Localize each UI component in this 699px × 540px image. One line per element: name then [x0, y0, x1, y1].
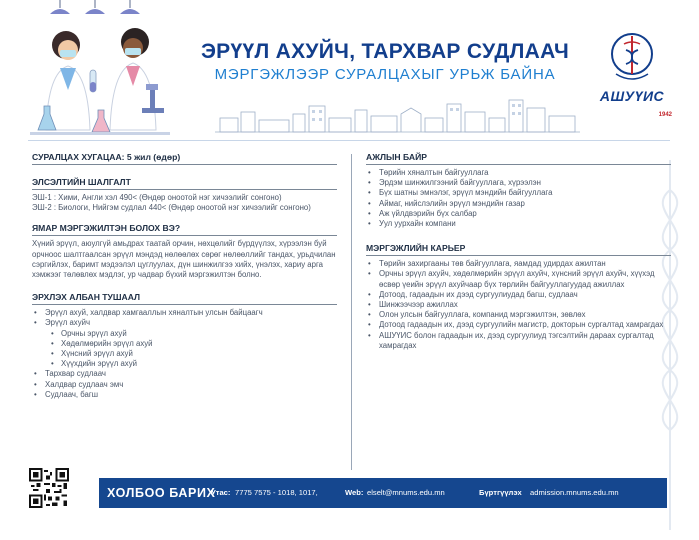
admission-exam-1: ЭШ-1 : Хими, Англи хэл 490< (Өндөр оноотой нэг хичээлийг сонгоно) — [32, 193, 282, 202]
list-item: • Тархвар судлаач — [32, 369, 337, 379]
caduceus-logo-icon — [610, 30, 654, 86]
right-column — [366, 152, 671, 351]
contact-title: ХОЛБОО БАРИХ — [107, 486, 216, 500]
career-heading: МЭРГЭЖЛИЙН КАРЬЕР — [366, 243, 671, 256]
contact-footer — [99, 478, 667, 508]
duration-heading: СУРАЛЦАХ ХУГАЦАА: 5 жил (өдөр) — [32, 152, 337, 165]
list-item: • Хүнсний эрүүл ахуй — [32, 349, 337, 359]
profession-description: Хүний эрүүл, аюулгүй амьдрах таатай орчин, нөхцөлийг бүрдүүлэх, хүрээлэн буй орчноос шалтгаалсан эрүүл мэндэд нөлөөлөх сөрөг нөлөөллийг тандах, урьдчилан сэргийлэх, баримт мэдээлэл цуглуулах, дүн шинжилгээ хийх, үнэлэх, хариу арга хэмжээг төлөвлөх мэдлэг, ур чадвар бүхий мэргэжилтэн болно. — [32, 239, 336, 280]
jobs-list — [366, 168, 671, 229]
column-divider — [351, 154, 352, 470]
logo-year: 1942 — [658, 112, 672, 118]
list-item: • Дотоод гадаадын их, дээд сургуулийн магистр, докторын сургалтад хамрагдах — [366, 320, 671, 330]
email-link[interactable]: elselt@mnums.edu.mn — [367, 488, 445, 497]
list-item: • Төрийн хяналтын байгууллага — [366, 168, 671, 178]
logo-name: АШУҮИС — [599, 88, 665, 104]
list-item: • Төрийн захиргааны төв байгууллага, яамдад удирдах ажилтан — [366, 259, 671, 269]
jobs-heading: АЖЛЫН БАЙР — [366, 152, 671, 165]
list-item: • АШУҮИС болон гадаадын их, дээд сургуулиуд тэгсэлтийн дараах сургалтад хамрагдах — [366, 331, 671, 351]
positions-list — [32, 308, 337, 400]
list-item: • Хүүхдийн эрүүл ахуй — [32, 359, 337, 369]
header-divider — [28, 140, 670, 141]
admission-exam-2: ЭШ-2 : Биологи, Нийгэм судлал 440< (Өндөр оноотой нэг хичээлийг сонгоно) — [32, 203, 311, 213]
admission-heading: ЭЛСЭЛТИЙН ШАЛГАЛТ — [32, 177, 337, 190]
list-item: • Аж үйлдвэрийн бүх салбар — [366, 209, 671, 219]
list-item: • Дотоод, гадаадын их дээд сургуулиудад багш, судлаач — [366, 290, 671, 300]
list-item: • Бүх шатны эмнэлэг, эрүүл мэндийн байгууллага — [366, 188, 671, 198]
list-item: • Эрүүл ахуйч — [32, 318, 337, 328]
register-label: Бүртгүүлэх — [479, 488, 522, 497]
page-subtitle: МЭРГЭЖЛЭЭР СУРАЛЦАХЫГ УРЬЖ БАЙНА — [214, 66, 556, 83]
list-item: • Эрдэм шинжилгээний байгууллага, хүрээлэн — [366, 178, 671, 188]
list-item: • Уул уурхайн компани — [366, 219, 671, 229]
list-item: • Судлаач, багш — [32, 390, 337, 400]
phone-label: Утас: — [211, 488, 231, 497]
city-skyline-icon — [215, 88, 580, 133]
qr-code-icon[interactable] — [29, 468, 69, 508]
left-column — [32, 152, 337, 400]
phone-value: 7775 7575 - 1018, 1017, — [235, 488, 318, 497]
list-item: • Орчны эрүүл ахуй — [32, 329, 337, 339]
page-title: ЭРҮҮЛ АХУЙЧ, ТАРХВАР СУДЛААЧ — [200, 40, 570, 63]
list-item: • Олон улсын байгууллага, компанид мэргэжилтэн, зөвлөх — [366, 310, 671, 320]
university-logo — [592, 30, 672, 126]
list-item: • Орчны эрүүл ахуйч, хөдөлмөрийн эрүүл ахуйч, хүнсний эрүүл ахуйч, хүүхэд өсвөр үеийн эрүүл ахуйчаар бүх төрлийн байгууллагуудад ажиллах — [366, 269, 671, 289]
list-item: • Хөдөлмөрийн эрүүл ахуй — [32, 339, 337, 349]
scientists-illustration — [30, 0, 170, 140]
web-label: Web: — [345, 488, 364, 497]
list-item: • Аймаг, нийслэлийн эрүүл мэндийн газар — [366, 199, 671, 209]
career-list — [366, 259, 671, 351]
list-item: • Шинжээчээр ажиллах — [366, 300, 671, 310]
list-item: • Эрүүл ахуй, халдвар хамгааллын хяналтын улсын байцаагч — [32, 308, 337, 318]
profession-heading: ЯМАР МЭРГЭЖИЛТЭН БОЛОХ ВЭ? — [32, 223, 337, 236]
list-item: • Халдвар судлаач эмч — [32, 380, 337, 390]
positions-heading: ЭРХЛЭХ АЛБАН ТУШААЛ — [32, 292, 337, 305]
register-link[interactable]: admission.mnums.edu.mn — [530, 488, 619, 497]
